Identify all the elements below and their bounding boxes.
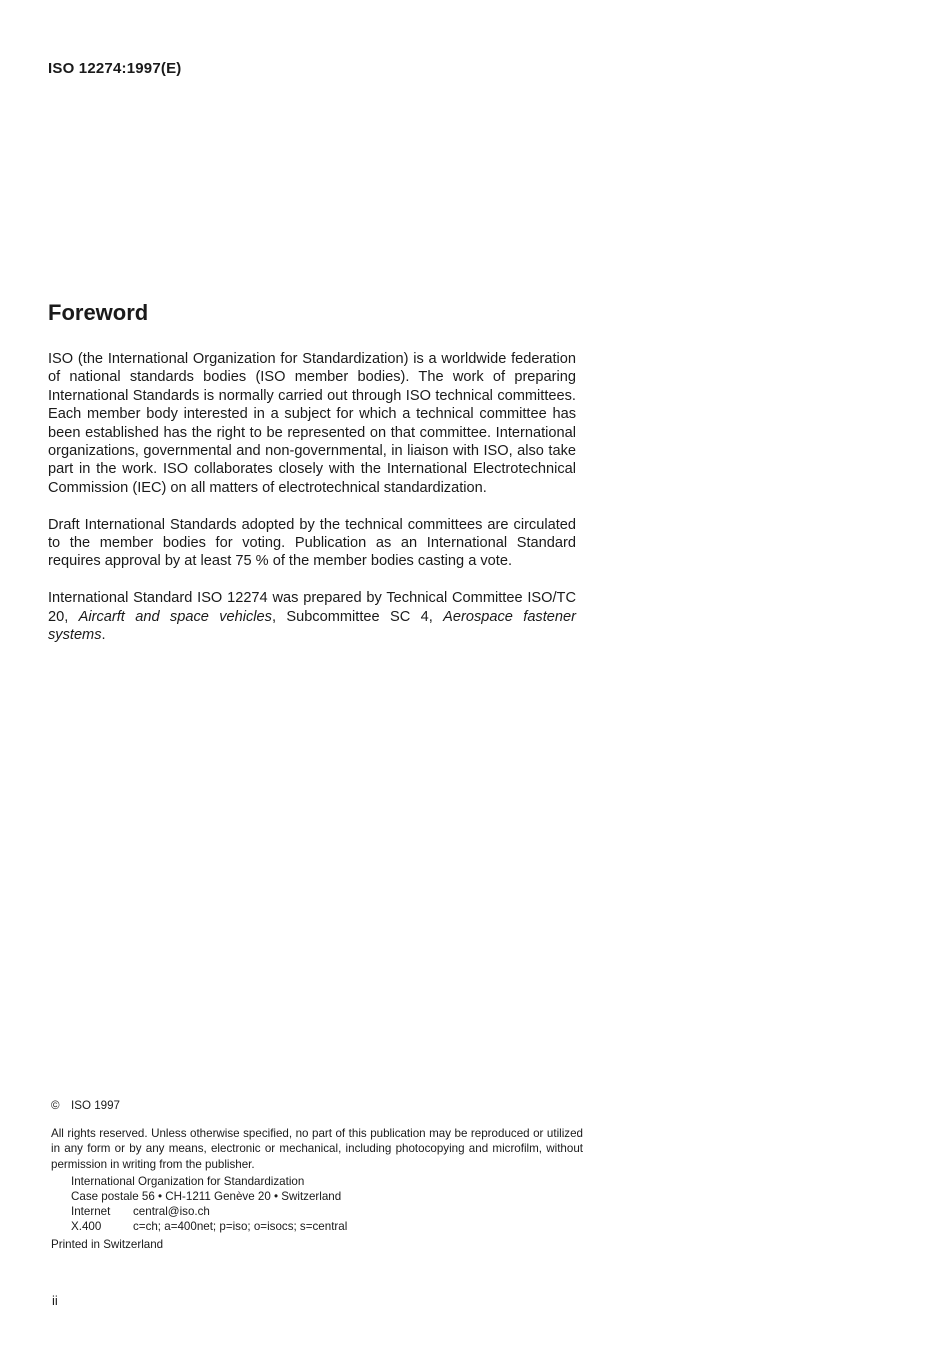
internet-contact [71, 1204, 583, 1219]
paragraph-3-text-3: . [101, 627, 106, 644]
foreword-body [48, 350, 576, 663]
copyright-icon: © [51, 1099, 60, 1112]
publisher-address [51, 1174, 583, 1235]
paragraph-3-text-1: International Standard ISO 12274 was prepared by Technical Committee ISO/TC 20, [48, 590, 576, 625]
page-title: Foreword [48, 300, 149, 325]
copyright-notice [51, 1098, 583, 1113]
rights-statement: All rights reserved. Unless otherwise specified, no part of this publication may be reproduced or utilized in any form or by any means, electronic or mechanical, including photocopying and microfilm, without permission in writing from the publisher. [51, 1127, 583, 1171]
printed-location: Printed in Switzerland [51, 1237, 164, 1251]
x400-label: X.400 [71, 1220, 102, 1234]
foreword-paragraph-3 [48, 589, 576, 644]
foreword-paragraph-1: ISO (the International Organization for Standardization) is a worldwide federation of national standards bodies (ISO member bodies). The work of preparing International Standards is normally carried out through ISO technical committees. Each member body interested in a subject for which a technical committee has been established has the right to be represented on that committee. International organizations, governmental and non-governmental, in liaison with ISO, also take part in the work. ISO collaborates closely with the International Electrotechnical Commission (IEC) on all matters of electrotechnical standardization. [48, 351, 576, 496]
document-id: ISO 12274:1997(E) [48, 60, 182, 77]
copyright-year: ISO 1997 [71, 1099, 120, 1112]
x400-address: c=ch; a=400net; p=iso; o=isocs; s=central [133, 1220, 348, 1234]
committee-title: Aircarft and space vehicles [78, 608, 272, 625]
foreword-paragraph-2: Draft International Standards adopted by the technical committees are circulated to the member bodies for voting. Publication as an International Standard requires approval by at least 75 % of the member bodies casting a vote. [48, 516, 576, 570]
internet-address: central@iso.ch [133, 1205, 210, 1219]
page-number: ii [52, 1293, 58, 1308]
x400-contact [71, 1219, 583, 1234]
subcommittee-title: Aerospace fastener systems [48, 608, 576, 644]
copyright-block [51, 1098, 583, 1252]
organization-name: International Organization for Standardization [71, 1174, 305, 1188]
paragraph-3-text-2: , Subcommittee SC 4, [271, 608, 444, 625]
internet-label: Internet [71, 1205, 111, 1219]
postal-address: Case postale 56 • CH-1211 Genève 20 • Switzerland [71, 1190, 342, 1204]
